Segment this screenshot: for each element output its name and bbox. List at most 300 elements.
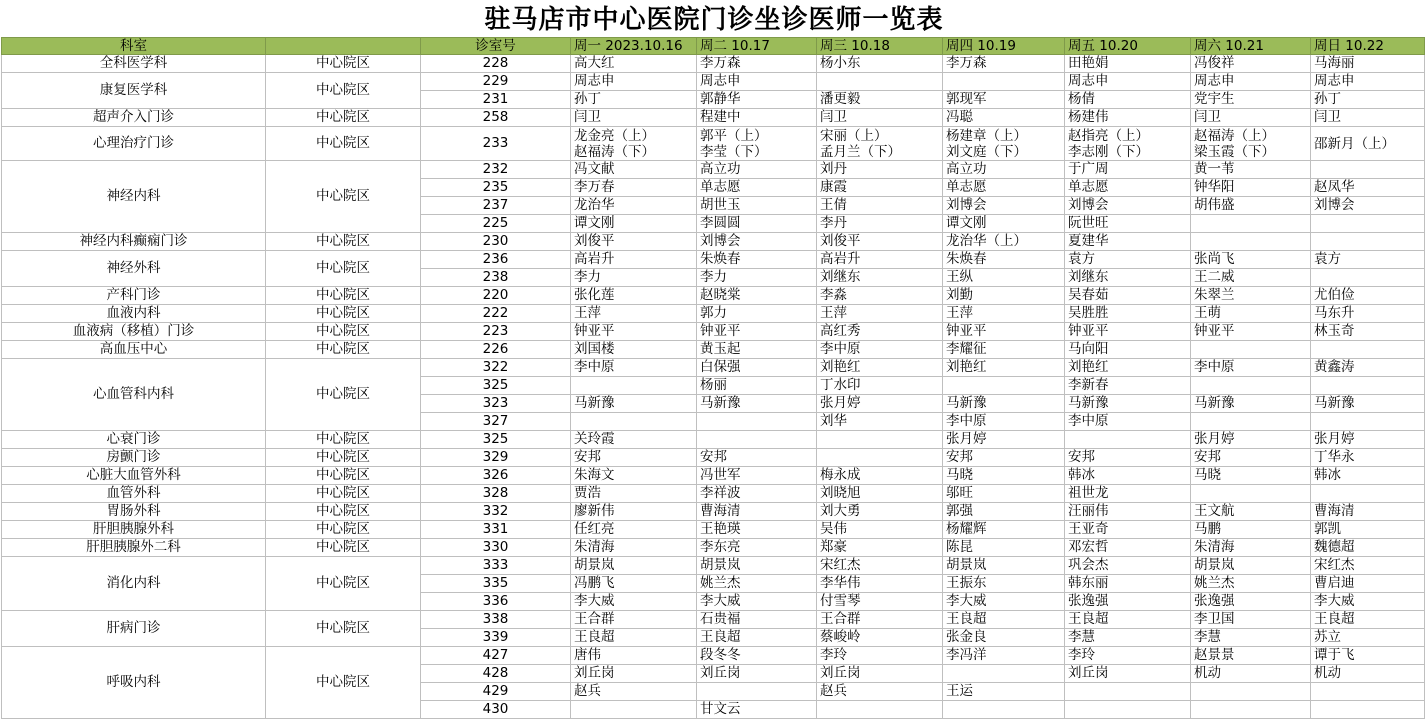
doctor-cell[interactable]: 刘丹 [817, 161, 943, 179]
doctor-cell[interactable]: 甘文云 [697, 701, 817, 719]
room-cell[interactable]: 339 [421, 629, 571, 647]
doctor-cell[interactable] [1311, 701, 1425, 719]
doctor-cell[interactable]: 赵景景 [1191, 647, 1311, 665]
doctor-cell[interactable]: 曹启迪 [1311, 575, 1425, 593]
doctor-cell[interactable]: 李大威 [943, 593, 1065, 611]
doctor-cell[interactable]: 单志愿 [943, 179, 1065, 197]
doctor-cell[interactable]: 杨小东 [817, 55, 943, 73]
doctor-cell[interactable] [1191, 683, 1311, 701]
doctor-cell[interactable]: 李慧 [1191, 629, 1311, 647]
doctor-cell[interactable]: 康霞 [817, 179, 943, 197]
doctor-cell[interactable]: 王良超 [1311, 611, 1425, 629]
room-cell[interactable]: 238 [421, 269, 571, 287]
room-cell[interactable]: 335 [421, 575, 571, 593]
dept-cell[interactable]: 康复医学科 [2, 73, 266, 109]
doctor-cell[interactable] [571, 413, 697, 431]
header-cell[interactable]: 周二 10.17 [697, 38, 817, 55]
doctor-cell[interactable]: 宋红杰 [1311, 557, 1425, 575]
doctor-cell[interactable]: 龙治华 [571, 197, 697, 215]
doctor-cell[interactable]: 李淼 [817, 287, 943, 305]
doctor-cell[interactable] [1311, 269, 1425, 287]
room-cell[interactable]: 328 [421, 485, 571, 503]
room-cell[interactable]: 228 [421, 55, 571, 73]
room-cell[interactable]: 220 [421, 287, 571, 305]
doctor-cell[interactable]: 安邦 [943, 449, 1065, 467]
room-cell[interactable]: 331 [421, 521, 571, 539]
campus-cell[interactable]: 中心院区 [266, 647, 421, 719]
doctor-cell[interactable]: 郭力 [697, 305, 817, 323]
doctor-cell[interactable]: 李中原 [571, 359, 697, 377]
doctor-cell[interactable] [1311, 485, 1425, 503]
doctor-cell[interactable]: 胡景岚 [1191, 557, 1311, 575]
doctor-cell[interactable]: 李万春 [571, 179, 697, 197]
doctor-cell[interactable]: 周志申 [1311, 73, 1425, 91]
doctor-cell[interactable]: 马鹏 [1191, 521, 1311, 539]
doctor-cell[interactable]: 王良超 [571, 629, 697, 647]
doctor-cell[interactable]: 郭强 [943, 503, 1065, 521]
doctor-cell[interactable]: 任红亮 [571, 521, 697, 539]
doctor-cell[interactable]: 高大红 [571, 55, 697, 73]
doctor-cell[interactable]: 姚兰杰 [697, 575, 817, 593]
doctor-cell[interactable]: 单志愿 [1065, 179, 1191, 197]
doctor-cell[interactable]: 刘丘岗 [817, 665, 943, 683]
doctor-cell[interactable]: 赵指亮（上） 李志刚（下） [1065, 127, 1191, 161]
doctor-cell[interactable]: 潘更毅 [817, 91, 943, 109]
room-cell[interactable]: 327 [421, 413, 571, 431]
doctor-cell[interactable]: 高岩升 [817, 251, 943, 269]
campus-cell[interactable]: 中心院区 [266, 127, 421, 161]
doctor-cell[interactable]: 李卫国 [1191, 611, 1311, 629]
doctor-cell[interactable] [571, 701, 697, 719]
doctor-cell[interactable]: 刘丘岗 [1065, 665, 1191, 683]
doctor-cell[interactable] [1065, 701, 1191, 719]
doctor-cell[interactable]: 段冬冬 [697, 647, 817, 665]
doctor-cell[interactable]: 刘俊平 [817, 233, 943, 251]
doctor-cell[interactable]: 尤伯俭 [1311, 287, 1425, 305]
doctor-cell[interactable]: 赵凤华 [1311, 179, 1425, 197]
doctor-cell[interactable] [1065, 683, 1191, 701]
dept-cell[interactable]: 房颤门诊 [2, 449, 266, 467]
doctor-cell[interactable]: 巩会杰 [1065, 557, 1191, 575]
doctor-cell[interactable]: 李中原 [943, 413, 1065, 431]
doctor-cell[interactable] [1191, 233, 1311, 251]
doctor-cell[interactable]: 机动 [1311, 665, 1425, 683]
doctor-cell[interactable]: 龙金亮（上） 赵福涛（下） [571, 127, 697, 161]
doctor-cell[interactable]: 丁水印 [817, 377, 943, 395]
doctor-cell[interactable]: 马晓 [1191, 467, 1311, 485]
campus-cell[interactable]: 中心院区 [266, 161, 421, 233]
campus-cell[interactable]: 中心院区 [266, 251, 421, 287]
doctor-cell[interactable] [817, 701, 943, 719]
room-cell[interactable]: 336 [421, 593, 571, 611]
room-cell[interactable]: 237 [421, 197, 571, 215]
doctor-cell[interactable]: 郭静华 [697, 91, 817, 109]
doctor-cell[interactable]: 赵福涛（上） 梁玉霞（下） [1191, 127, 1311, 161]
doctor-cell[interactable]: 宋丽（上） 孟月兰（下） [817, 127, 943, 161]
doctor-cell[interactable]: 刘艳红 [943, 359, 1065, 377]
doctor-cell[interactable] [943, 73, 1065, 91]
doctor-cell[interactable]: 王振东 [943, 575, 1065, 593]
doctor-cell[interactable]: 宋红杰 [817, 557, 943, 575]
doctor-cell[interactable]: 杨建伟 [1065, 109, 1191, 127]
doctor-cell[interactable]: 于广周 [1065, 161, 1191, 179]
doctor-cell[interactable]: 付雪琴 [817, 593, 943, 611]
room-cell[interactable]: 231 [421, 91, 571, 109]
doctor-cell[interactable] [1311, 233, 1425, 251]
doctor-cell[interactable]: 钟亚平 [697, 323, 817, 341]
room-cell[interactable]: 236 [421, 251, 571, 269]
doctor-cell[interactable]: 马新豫 [1191, 395, 1311, 413]
campus-cell[interactable]: 中心院区 [266, 287, 421, 305]
room-cell[interactable]: 429 [421, 683, 571, 701]
doctor-cell[interactable] [943, 701, 1065, 719]
doctor-cell[interactable] [1311, 215, 1425, 233]
room-cell[interactable]: 235 [421, 179, 571, 197]
doctor-cell[interactable]: 闫卫 [817, 109, 943, 127]
doctor-cell[interactable]: 周志申 [1065, 73, 1191, 91]
doctor-cell[interactable]: 张逸强 [1191, 593, 1311, 611]
doctor-cell[interactable]: 李力 [571, 269, 697, 287]
doctor-cell[interactable]: 黄玉起 [697, 341, 817, 359]
doctor-cell[interactable]: 曹海清 [1311, 503, 1425, 521]
doctor-cell[interactable] [1311, 161, 1425, 179]
doctor-cell[interactable] [697, 683, 817, 701]
doctor-cell[interactable]: 李祥波 [697, 485, 817, 503]
campus-cell[interactable]: 中心院区 [266, 521, 421, 539]
doctor-cell[interactable]: 朱清海 [1191, 539, 1311, 557]
room-cell[interactable]: 325 [421, 377, 571, 395]
doctor-cell[interactable]: 赵兵 [571, 683, 697, 701]
doctor-cell[interactable]: 张月婷 [1191, 431, 1311, 449]
dept-cell[interactable]: 肝病门诊 [2, 611, 266, 647]
header-cell[interactable]: 周五 10.20 [1065, 38, 1191, 55]
doctor-cell[interactable]: 李大威 [571, 593, 697, 611]
doctor-cell[interactable]: 孙丁 [571, 91, 697, 109]
doctor-cell[interactable] [1311, 683, 1425, 701]
doctor-cell[interactable]: 刘博会 [697, 233, 817, 251]
doctor-cell[interactable]: 王萍 [817, 305, 943, 323]
room-cell[interactable]: 330 [421, 539, 571, 557]
doctor-cell[interactable]: 胡景岚 [571, 557, 697, 575]
doctor-cell[interactable]: 龙治华（上） [943, 233, 1065, 251]
doctor-cell[interactable]: 杨建章（上） 刘文庭（下） [943, 127, 1065, 161]
doctor-cell[interactable] [1311, 377, 1425, 395]
doctor-cell[interactable]: 赵晓棠 [697, 287, 817, 305]
campus-cell[interactable]: 中心院区 [266, 233, 421, 251]
doctor-cell[interactable]: 周志申 [697, 73, 817, 91]
campus-cell[interactable]: 中心院区 [266, 557, 421, 611]
doctor-cell[interactable]: 刘华 [817, 413, 943, 431]
doctor-cell[interactable]: 李中原 [1065, 413, 1191, 431]
doctor-cell[interactable] [1191, 413, 1311, 431]
dept-cell[interactable]: 心脏大血管外科 [2, 467, 266, 485]
doctor-cell[interactable]: 李东亮 [697, 539, 817, 557]
doctor-cell[interactable]: 马晓 [943, 467, 1065, 485]
doctor-cell[interactable]: 贾浩 [571, 485, 697, 503]
doctor-cell[interactable]: 祖世龙 [1065, 485, 1191, 503]
doctor-cell[interactable]: 韩冰 [1311, 467, 1425, 485]
doctor-cell[interactable]: 郭凯 [1311, 521, 1425, 539]
doctor-cell[interactable]: 丁华永 [1311, 449, 1425, 467]
doctor-cell[interactable] [817, 73, 943, 91]
doctor-cell[interactable]: 李耀征 [943, 341, 1065, 359]
doctor-cell[interactable]: 梅永成 [817, 467, 943, 485]
doctor-cell[interactable] [1311, 341, 1425, 359]
doctor-cell[interactable]: 高立功 [697, 161, 817, 179]
room-cell[interactable]: 226 [421, 341, 571, 359]
doctor-cell[interactable]: 林玉奇 [1311, 323, 1425, 341]
doctor-cell[interactable]: 石贵福 [697, 611, 817, 629]
doctor-cell[interactable]: 刘勤 [943, 287, 1065, 305]
doctor-cell[interactable]: 刘博会 [1311, 197, 1425, 215]
doctor-cell[interactable]: 马东升 [1311, 305, 1425, 323]
doctor-cell[interactable]: 谭文刚 [571, 215, 697, 233]
doctor-cell[interactable]: 汪丽伟 [1065, 503, 1191, 521]
room-cell[interactable]: 333 [421, 557, 571, 575]
campus-cell[interactable]: 中心院区 [266, 73, 421, 109]
doctor-cell[interactable] [1191, 341, 1311, 359]
doctor-cell[interactable]: 赵兵 [817, 683, 943, 701]
doctor-cell[interactable]: 张月婷 [943, 431, 1065, 449]
doctor-cell[interactable]: 马新豫 [1065, 395, 1191, 413]
dept-cell[interactable]: 高血压中心 [2, 341, 266, 359]
doctor-cell[interactable]: 李慧 [1065, 629, 1191, 647]
doctor-cell[interactable]: 朱海文 [571, 467, 697, 485]
doctor-cell[interactable]: 王良超 [943, 611, 1065, 629]
campus-cell[interactable]: 中心院区 [266, 341, 421, 359]
doctor-cell[interactable]: 王萍 [943, 305, 1065, 323]
doctor-cell[interactable] [1191, 485, 1311, 503]
doctor-cell[interactable]: 李华伟 [817, 575, 943, 593]
doctor-cell[interactable] [1311, 413, 1425, 431]
doctor-cell[interactable]: 杨丽 [697, 377, 817, 395]
doctor-cell[interactable]: 冯鹏飞 [571, 575, 697, 593]
doctor-cell[interactable] [943, 665, 1065, 683]
doctor-cell[interactable]: 胡世玉 [697, 197, 817, 215]
dept-cell[interactable]: 消化内科 [2, 557, 266, 611]
doctor-cell[interactable]: 王萌 [1191, 305, 1311, 323]
room-cell[interactable]: 428 [421, 665, 571, 683]
doctor-cell[interactable]: 李冯洋 [943, 647, 1065, 665]
doctor-cell[interactable]: 谭于飞 [1311, 647, 1425, 665]
doctor-cell[interactable]: 李新春 [1065, 377, 1191, 395]
header-cell[interactable]: 周六 10.21 [1191, 38, 1311, 55]
doctor-cell[interactable]: 孙丁 [1311, 91, 1425, 109]
doctor-cell[interactable]: 吴春茹 [1065, 287, 1191, 305]
campus-cell[interactable]: 中心院区 [266, 55, 421, 73]
doctor-cell[interactable]: 程建中 [697, 109, 817, 127]
doctor-cell[interactable]: 王合群 [817, 611, 943, 629]
campus-cell[interactable]: 中心院区 [266, 503, 421, 521]
doctor-cell[interactable] [943, 377, 1065, 395]
doctor-cell[interactable]: 夏建华 [1065, 233, 1191, 251]
doctor-cell[interactable] [817, 431, 943, 449]
doctor-cell[interactable]: 郑豪 [817, 539, 943, 557]
room-cell[interactable]: 323 [421, 395, 571, 413]
campus-cell[interactable]: 中心院区 [266, 449, 421, 467]
doctor-cell[interactable]: 高红秀 [817, 323, 943, 341]
doctor-cell[interactable]: 张化莲 [571, 287, 697, 305]
room-cell[interactable]: 325 [421, 431, 571, 449]
doctor-cell[interactable] [817, 449, 943, 467]
doctor-cell[interactable]: 王亚奇 [1065, 521, 1191, 539]
doctor-cell[interactable]: 李玲 [817, 647, 943, 665]
dept-cell[interactable]: 神经内科 [2, 161, 266, 233]
doctor-cell[interactable]: 刘大勇 [817, 503, 943, 521]
room-cell[interactable]: 427 [421, 647, 571, 665]
doctor-cell[interactable]: 张月婷 [817, 395, 943, 413]
doctor-cell[interactable]: 王二威 [1191, 269, 1311, 287]
doctor-cell[interactable]: 冯聪 [943, 109, 1065, 127]
doctor-cell[interactable]: 冯文献 [571, 161, 697, 179]
doctor-cell[interactable]: 王合群 [571, 611, 697, 629]
campus-cell[interactable]: 中心院区 [266, 611, 421, 647]
doctor-cell[interactable]: 邬旺 [943, 485, 1065, 503]
dept-cell[interactable]: 神经内科癫痫门诊 [2, 233, 266, 251]
room-cell[interactable]: 222 [421, 305, 571, 323]
doctor-cell[interactable]: 曹海清 [697, 503, 817, 521]
dept-cell[interactable]: 血液内科 [2, 305, 266, 323]
doctor-cell[interactable]: 吴胜胜 [1065, 305, 1191, 323]
doctor-cell[interactable]: 杨耀辉 [943, 521, 1065, 539]
room-cell[interactable]: 332 [421, 503, 571, 521]
doctor-cell[interactable] [1191, 701, 1311, 719]
campus-cell[interactable]: 中心院区 [266, 467, 421, 485]
doctor-cell[interactable]: 李大威 [1311, 593, 1425, 611]
doctor-cell[interactable]: 刘继东 [1065, 269, 1191, 287]
doctor-cell[interactable]: 李丹 [817, 215, 943, 233]
dept-cell[interactable]: 超声介入门诊 [2, 109, 266, 127]
dept-cell[interactable]: 呼吸内科 [2, 647, 266, 719]
doctor-cell[interactable]: 魏德超 [1311, 539, 1425, 557]
doctor-cell[interactable]: 党宇生 [1191, 91, 1311, 109]
room-cell[interactable]: 223 [421, 323, 571, 341]
doctor-cell[interactable]: 马新豫 [697, 395, 817, 413]
doctor-cell[interactable]: 阮世旺 [1065, 215, 1191, 233]
doctor-cell[interactable]: 安邦 [1191, 449, 1311, 467]
doctor-cell[interactable]: 李万森 [697, 55, 817, 73]
dept-cell[interactable]: 神经外科 [2, 251, 266, 287]
doctor-cell[interactable]: 李万森 [943, 55, 1065, 73]
doctor-cell[interactable]: 白保强 [697, 359, 817, 377]
doctor-cell[interactable]: 廖新伟 [571, 503, 697, 521]
doctor-cell[interactable]: 安邦 [697, 449, 817, 467]
campus-cell[interactable]: 中心院区 [266, 431, 421, 449]
doctor-cell[interactable]: 李中原 [1191, 359, 1311, 377]
doctor-cell[interactable]: 钟亚平 [1191, 323, 1311, 341]
doctor-cell[interactable]: 刘博会 [943, 197, 1065, 215]
room-cell[interactable]: 230 [421, 233, 571, 251]
doctor-cell[interactable] [571, 377, 697, 395]
campus-cell[interactable]: 中心院区 [266, 359, 421, 431]
dept-cell[interactable]: 全科医学科 [2, 55, 266, 73]
room-cell[interactable]: 338 [421, 611, 571, 629]
doctor-cell[interactable]: 冯俊祥 [1191, 55, 1311, 73]
dept-cell[interactable]: 心衰门诊 [2, 431, 266, 449]
room-cell[interactable]: 430 [421, 701, 571, 719]
doctor-cell[interactable]: 郭平（上） 李莹（下） [697, 127, 817, 161]
doctor-cell[interactable]: 朱翠兰 [1191, 287, 1311, 305]
room-cell[interactable]: 225 [421, 215, 571, 233]
doctor-cell[interactable]: 邵新月（上） [1311, 127, 1425, 161]
doctor-cell[interactable]: 安邦 [1065, 449, 1191, 467]
doctor-cell[interactable]: 钟亚平 [943, 323, 1065, 341]
doctor-cell[interactable]: 李中原 [817, 341, 943, 359]
header-cell[interactable] [266, 38, 421, 55]
dept-cell[interactable]: 血管外科 [2, 485, 266, 503]
header-cell[interactable]: 周三 10.18 [817, 38, 943, 55]
doctor-cell[interactable]: 邓宏哲 [1065, 539, 1191, 557]
dept-cell[interactable]: 心理治疗门诊 [2, 127, 266, 161]
doctor-cell[interactable]: 袁方 [1065, 251, 1191, 269]
campus-cell[interactable]: 中心院区 [266, 109, 421, 127]
doctor-cell[interactable]: 冯世军 [697, 467, 817, 485]
doctor-cell[interactable]: 王良超 [697, 629, 817, 647]
doctor-cell[interactable]: 刘国楼 [571, 341, 697, 359]
doctor-cell[interactable]: 刘艳红 [1065, 359, 1191, 377]
doctor-cell[interactable]: 张金良 [943, 629, 1065, 647]
doctor-cell[interactable]: 朱焕春 [697, 251, 817, 269]
doctor-cell[interactable]: 苏立 [1311, 629, 1425, 647]
doctor-cell[interactable]: 高立功 [943, 161, 1065, 179]
doctor-cell[interactable]: 陈昆 [943, 539, 1065, 557]
doctor-cell[interactable]: 田艳娟 [1065, 55, 1191, 73]
doctor-cell[interactable]: 唐伟 [571, 647, 697, 665]
doctor-cell[interactable]: 马新豫 [1311, 395, 1425, 413]
doctor-cell[interactable]: 周志申 [571, 73, 697, 91]
doctor-cell[interactable]: 关玲霞 [571, 431, 697, 449]
room-cell[interactable]: 229 [421, 73, 571, 91]
doctor-cell[interactable]: 刘丘岗 [697, 665, 817, 683]
dept-cell[interactable]: 肝胆胰腺外二科 [2, 539, 266, 557]
doctor-cell[interactable]: 李大威 [697, 593, 817, 611]
campus-cell[interactable]: 中心院区 [266, 323, 421, 341]
doctor-cell[interactable] [697, 413, 817, 431]
room-cell[interactable]: 233 [421, 127, 571, 161]
doctor-cell[interactable]: 袁方 [1311, 251, 1425, 269]
header-cell[interactable]: 周一 2023.10.16 [571, 38, 697, 55]
doctor-cell[interactable]: 姚兰杰 [1191, 575, 1311, 593]
room-cell[interactable]: 258 [421, 109, 571, 127]
doctor-cell[interactable]: 马新豫 [571, 395, 697, 413]
doctor-cell[interactable] [697, 431, 817, 449]
doctor-cell[interactable]: 王运 [943, 683, 1065, 701]
doctor-cell[interactable]: 朱焕春 [943, 251, 1065, 269]
doctor-cell[interactable]: 刘晓旭 [817, 485, 943, 503]
doctor-cell[interactable]: 张尚飞 [1191, 251, 1311, 269]
doctor-cell[interactable]: 周志申 [1191, 73, 1311, 91]
dept-cell[interactable]: 心血管科内科 [2, 359, 266, 431]
doctor-cell[interactable]: 马新豫 [943, 395, 1065, 413]
doctor-cell[interactable]: 高岩升 [571, 251, 697, 269]
header-cell[interactable]: 周日 10.22 [1311, 38, 1425, 55]
doctor-cell[interactable]: 王文航 [1191, 503, 1311, 521]
doctor-cell[interactable]: 黄鑫涛 [1311, 359, 1425, 377]
doctor-cell[interactable]: 胡景岚 [697, 557, 817, 575]
doctor-cell[interactable]: 钟华阳 [1191, 179, 1311, 197]
header-cell[interactable]: 科室 [2, 38, 266, 55]
doctor-cell[interactable] [1191, 377, 1311, 395]
doctor-cell[interactable]: 马海丽 [1311, 55, 1425, 73]
doctor-cell[interactable]: 单志愿 [697, 179, 817, 197]
doctor-cell[interactable]: 闫卫 [571, 109, 697, 127]
doctor-cell[interactable]: 闫卫 [1311, 109, 1425, 127]
doctor-cell[interactable]: 钟亚平 [1065, 323, 1191, 341]
doctor-cell[interactable]: 李圆圆 [697, 215, 817, 233]
header-cell[interactable]: 周四 10.19 [943, 38, 1065, 55]
room-cell[interactable]: 322 [421, 359, 571, 377]
dept-cell[interactable]: 胃肠外科 [2, 503, 266, 521]
